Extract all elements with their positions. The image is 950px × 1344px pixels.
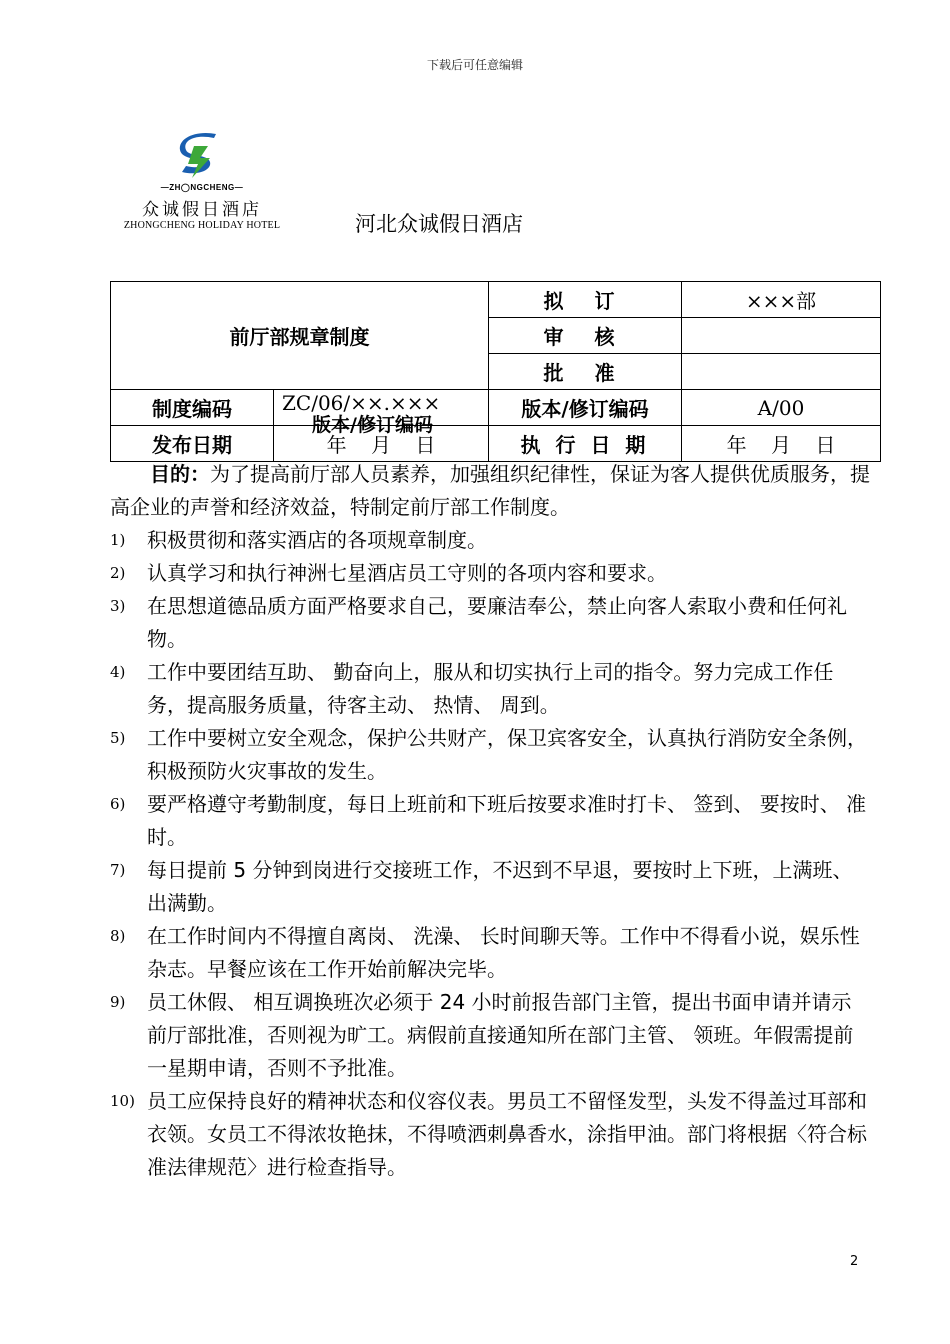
rule-number: 10) — [110, 1092, 135, 1110]
document-header-table — [110, 281, 881, 462]
rule-item — [110, 1085, 870, 1184]
rule-item — [110, 656, 870, 722]
approve-value — [682, 354, 881, 390]
rule-item — [110, 854, 870, 920]
rule-number: 9) — [110, 993, 126, 1011]
purpose-lead: 目的： — [150, 462, 210, 486]
rule-item — [110, 722, 870, 788]
rule-text: 在工作时间内不得擅自离岗、 洗澡、 长时间聊天等。工作中不得看小说，娱乐性杂志。早餐应该在工作开始前解决完毕。 — [147, 924, 860, 981]
version-label: 版本/修订编码 — [489, 390, 682, 426]
draft-value: ×××部 — [682, 282, 881, 318]
rule-number: 5) — [110, 729, 126, 747]
rule-text: 在思想道德品质方面严格要求自己，要廉洁奉公，禁止向客人索取小费和任何礼物。 — [147, 594, 847, 651]
draft-label: 拟 订 — [489, 282, 682, 318]
purpose-paragraph — [110, 458, 870, 524]
rule-text: 积极贯彻和落实酒店的各项规章制度。 — [147, 528, 487, 552]
review-value — [682, 318, 881, 354]
logo-chinese-name: 众诚假日酒店 — [142, 200, 262, 220]
rule-item — [110, 557, 870, 590]
document-body — [110, 458, 870, 1184]
rule-item — [110, 788, 870, 854]
exec-date-label: 执 行 日 期 — [489, 426, 682, 462]
logo-english-name: ZHONGCHENG HOLIDAY HOTEL — [123, 220, 281, 231]
rule-item — [110, 524, 870, 557]
purpose-text: 为了提高前厅部人员素养，加强组织纪律性，保证为客人提供优质服务，提高企业的声誉和经济效益，特制定前厅部工作制度。 — [110, 462, 870, 519]
publish-date-value: 年 月 日 — [274, 426, 489, 462]
rule-text: 每日提前 5 分钟到岗进行交接班工作，不迟到不早退，要按时上下班，上满班、 出满勤。 — [147, 858, 853, 915]
rule-text: 员工休假、 相互调换班次必须于 24 小时前报告部门主管，提出书面申请并请示前厅部批准，否则视为旷工。病假前直接通知所在部门主管、 领班。年假需提前一星期申请，否则不予批准。 — [147, 990, 854, 1080]
exec-date-value: 年 月 日 — [682, 426, 881, 462]
rule-text: 认真学习和执行神洲七星酒店员工守则的各项内容和要求。 — [147, 561, 667, 585]
rule-number: 6) — [110, 795, 126, 813]
rule-text: 工作中要团结互助、 勤奋向上，服从和切实执行上司的指令。努力完成工作任务，提高服务质量，待客主动、 热情、 周到。 — [147, 660, 834, 717]
rules-list — [110, 524, 870, 1184]
rule-number: 1) — [110, 531, 126, 549]
rule-text: 员工应保持良好的精神状态和仪容仪表。男员工不留怪发型，头发不得盖过耳部和衣领。女员工不得浓妆艳抹，不得喷洒刺鼻香水，涂指甲油。部门将根据〈符合标准法律规范〉进行检查指导。 — [147, 1089, 867, 1179]
version-value: A/00 — [682, 390, 881, 426]
rule-item — [110, 590, 870, 656]
rule-number: 3) — [110, 597, 126, 615]
rule-text: 要严格遵守考勤制度，每日上班前和下班后按要求准时打卡、 签到、 要按时、 准时。 — [147, 792, 867, 849]
rule-number: 8) — [110, 927, 126, 945]
rule-text: 工作中要树立安全观念，保护公共财产，保卫宾客安全，认真执行消防安全条例，积极预防火灾事故的发生。 — [147, 726, 867, 783]
rule-item — [110, 920, 870, 986]
page-number: 2 — [850, 1254, 859, 1269]
rule-item — [110, 986, 870, 1085]
rule-number: 2) — [110, 564, 126, 582]
review-label: 审 核 — [489, 318, 682, 354]
publish-date-label: 发布日期 — [111, 426, 274, 462]
document-title: 前厅部规章制度 — [111, 282, 489, 390]
code-label: 制度编码 — [111, 390, 274, 426]
watermark-text: 下载后可任意编辑 — [426, 58, 523, 72]
logo-s-icon — [174, 132, 224, 182]
approve-label: 批 准 — [489, 354, 682, 390]
rule-number: 4) — [110, 663, 126, 681]
rule-number: 7) — [110, 861, 126, 879]
hotel-name-heading: 河北众诚假日酒店 — [355, 212, 523, 236]
code-value: ZC/06/××.××× — [282, 390, 441, 415]
code-value-cell — [274, 390, 489, 436]
code-overflow-text: 版本/修订编码 — [312, 413, 433, 436]
logo-small-wordmark: —ZH◯NGCHENG— — [160, 183, 244, 192]
hotel-logo — [110, 132, 290, 242]
